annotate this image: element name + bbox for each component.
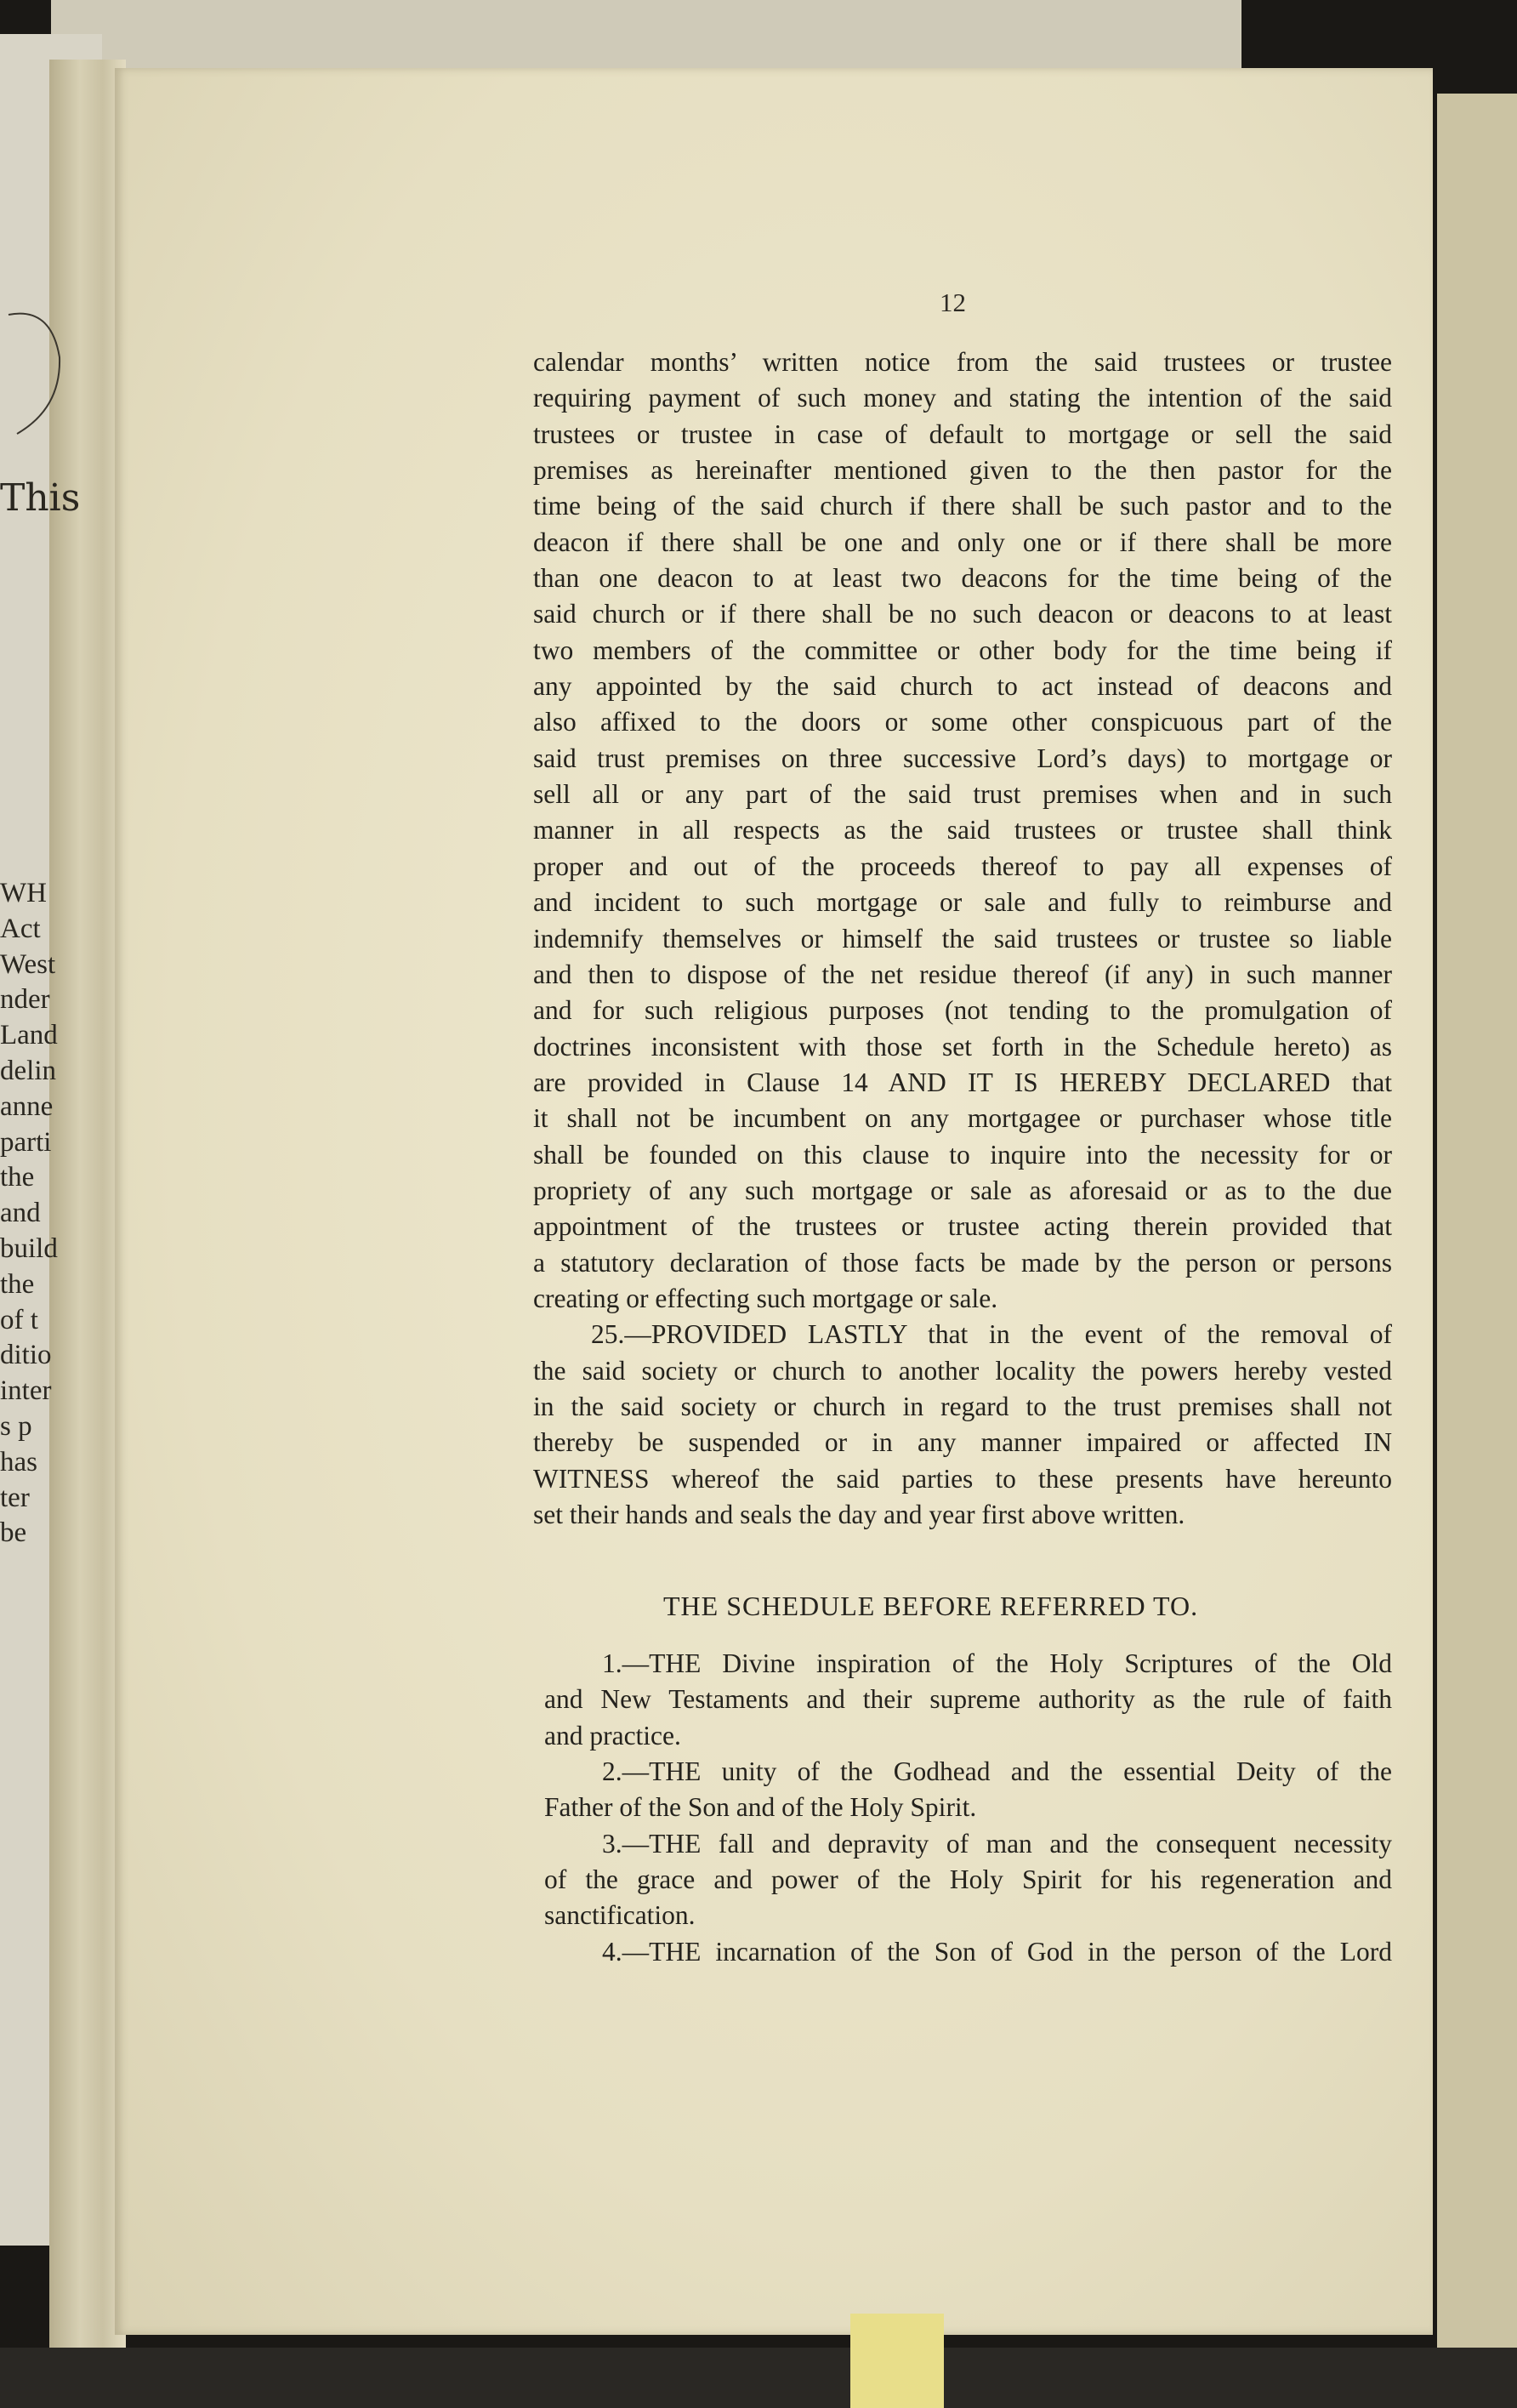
left-fragment-line: Land	[0, 1020, 58, 1051]
body-text-line: any appointed by the said church to act instead of deacons and	[533, 671, 1392, 702]
schedule-line: 4.—THE incarnation of the Son of God in the person of the Lord	[602, 1936, 1392, 1967]
deed-body-text	[533, 344, 1392, 1533]
body-text-line: than one deacon to at least two deacons for the time being of the	[533, 563, 1392, 594]
body-text-line: two members of the committee or other body for the time being if	[533, 635, 1392, 665]
page-number: 12	[940, 287, 966, 317]
left-fragment-line: anne	[0, 1090, 54, 1122]
left-fragment-line: delin	[0, 1055, 56, 1086]
left-fragment-line: nder	[0, 984, 50, 1016]
left-fragment-line: West	[0, 948, 56, 980]
left-sheet-text-fragment	[0, 876, 68, 1551]
schedule-line: of the grace and power of the Holy Spirit for his regeneration and	[544, 1864, 1392, 1895]
body-text-line: shall be founded on this clause to inquire into the necessity for or	[533, 1139, 1392, 1170]
body-text-line: 25.—PROVIDED LASTLY that in the event of the removal of	[591, 1319, 1392, 1350]
schedule-line: and New Testaments and their supreme authority as the rule of faith	[544, 1684, 1392, 1715]
body-text-line: a statutory declaration of those facts be made by the person or persons	[533, 1247, 1392, 1278]
left-fragment-line: be	[0, 1517, 27, 1549]
left-fragment-line: has	[0, 1446, 37, 1477]
body-text-line: set their hands and seals the day and year first above written.	[533, 1500, 1185, 1529]
left-fragment-line: WH	[0, 878, 47, 908]
yellow-paper-tab	[850, 2314, 944, 2408]
schedule-line: sanctification.	[544, 1900, 696, 1931]
left-fragment-line: and	[0, 1198, 41, 1229]
left-fragment-line: of t	[0, 1304, 38, 1335]
body-text-line: thereby be suspended or in any manner impaired or affected IN	[533, 1427, 1392, 1458]
schedule-line: 2.—THE unity of the Godhead and the essential Deity of the	[602, 1756, 1392, 1787]
left-fragment-line: parti	[0, 1126, 52, 1158]
schedule-text	[544, 1646, 1392, 1970]
body-text-line: manner in all respects as the said trustees or trustee shall think	[533, 815, 1392, 845]
body-text-line: trustees or trustee in case of default to mortgage or sell the said	[533, 418, 1392, 449]
body-text-line: it shall not be incumbent on any mortgagee or purchaser whose title	[533, 1103, 1392, 1134]
body-text-line: time being of the said church if there shall be such pastor and to the	[533, 491, 1392, 521]
schedule-line: 1.—THE Divine inspiration of the Holy Scriptures of the Old	[602, 1648, 1392, 1678]
left-fragment-line: the	[0, 1162, 35, 1193]
body-text-line: appointment of the trustees or trustee acting therein provided that	[533, 1211, 1392, 1242]
background-sheet-top	[51, 0, 1241, 68]
body-text-line: deacon if there shall be one and only one or if there shall be more	[533, 527, 1392, 557]
schedule-line: and practice.	[544, 1720, 681, 1750]
left-sheet-gothic-word: This	[0, 476, 81, 520]
body-text-line: and then to dispose of the net residue thereof (if any) in such manner	[533, 959, 1392, 989]
body-text-line: also affixed to the doors or some other conspicuous part of the	[533, 707, 1392, 737]
body-text-line: the said society or church to another locality the powers hereby vested	[533, 1355, 1392, 1386]
body-text-line: creating or effecting such mortgage or sale.	[533, 1283, 998, 1313]
left-fragment-line: Act	[0, 913, 41, 944]
facing-page-edge	[1437, 94, 1517, 2390]
body-text-line: in the said society or church in regard to the trust premises shall not	[533, 1391, 1392, 1421]
body-text-line: propriety of any such mortgage or sale as aforesaid or as to the due	[533, 1175, 1392, 1205]
left-fragment-line: s p	[0, 1410, 32, 1442]
body-text-line: doctrines inconsistent with those set forth in the Schedule hereto) as	[533, 1031, 1392, 1062]
bottom-background	[0, 2348, 1517, 2408]
schedule-heading: THE SCHEDULE BEFORE REFERRED TO.	[663, 1591, 1199, 1621]
body-text-line: indemnify themselves or himself the said trustees or trustee so liable	[533, 923, 1392, 954]
body-text-line: and for such religious purposes (not tending to the promulgation of	[533, 995, 1392, 1026]
body-text-line: said trust premises on three successive Lord’s days) to mortgage or	[533, 743, 1392, 773]
body-text-line: WITNESS whereof the said parties to these presents have hereunto	[533, 1463, 1392, 1494]
body-text-line: calendar months’ written notice from the said trustees or trustee	[533, 347, 1392, 377]
body-text-line: are provided in Clause 14 AND IT IS HEREBY DECLARED that	[533, 1067, 1392, 1097]
left-fragment-line: build	[0, 1232, 58, 1264]
left-fragment-line: the	[0, 1268, 35, 1300]
body-text-line: premises as hereinafter mentioned given to the then pastor for the	[533, 455, 1392, 486]
body-text-line: said church or if there shall be no such deacon or deacons to at least	[533, 599, 1392, 629]
schedule-line: 3.—THE fall and depravity of man and the consequent necessity	[602, 1828, 1392, 1859]
schedule-line: Father of the Son and of the Holy Spirit.	[544, 1792, 977, 1823]
body-text-line: and incident to such mortgage or sale and fully to reimburse and	[533, 887, 1392, 918]
body-text-line: sell all or any part of the said trust premises when and in such	[533, 779, 1392, 810]
left-fragment-line: inter	[0, 1375, 52, 1407]
body-text-line: proper and out of the proceeds thereof to pay all expenses of	[533, 851, 1392, 881]
body-text-line: requiring payment of such money and stating the intention of the said	[533, 383, 1392, 413]
left-fragment-line: ter	[0, 1482, 30, 1513]
handwritten-curve-mark	[0, 298, 68, 442]
left-fragment-line: ditio	[0, 1340, 52, 1371]
